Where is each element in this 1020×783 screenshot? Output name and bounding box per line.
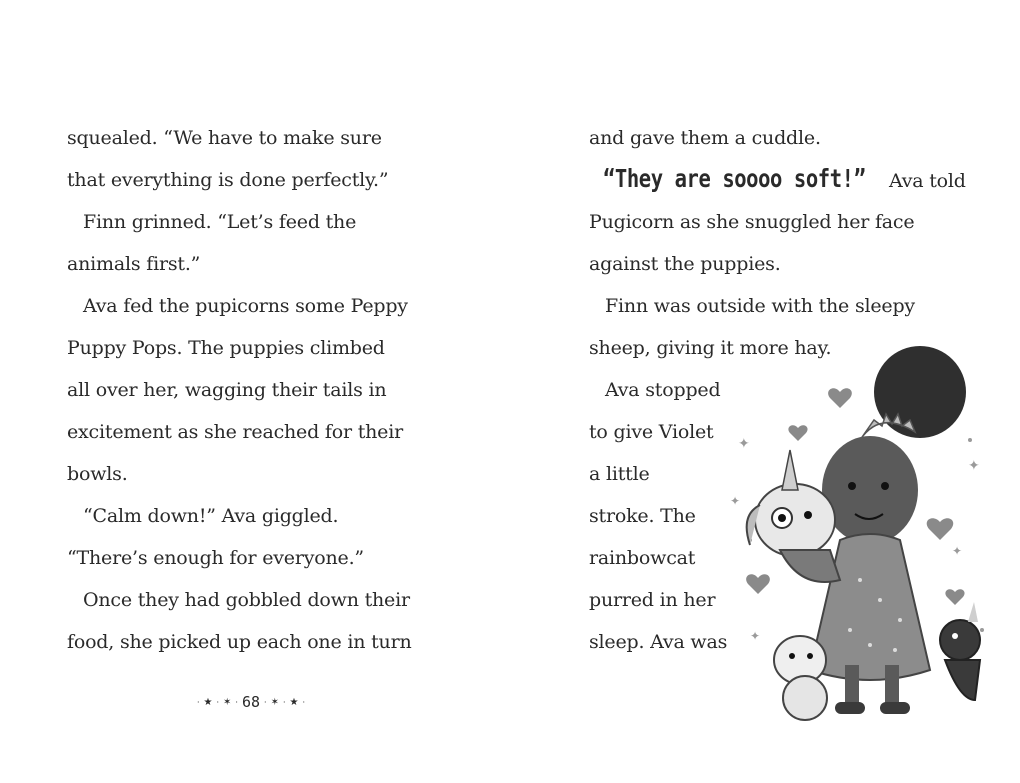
unicorn-horn-icon — [968, 602, 978, 622]
emphasized-dialogue: “They are soooo soft!” — [603, 164, 866, 193]
star-icon: ✦ — [968, 458, 980, 474]
girl-leg — [845, 665, 859, 705]
text-line: and gave them a cuddle. — [589, 127, 821, 149]
text-line: that everything is done perfectly.” — [67, 169, 389, 191]
text-line: against the puppies. — [589, 253, 781, 275]
text-line: squealed. “We have to make sure — [67, 127, 382, 149]
text-line: stroke. The — [589, 505, 696, 527]
black-puppy — [940, 620, 980, 660]
girl-leg — [885, 665, 899, 705]
girl-with-puppies-illustration — [720, 330, 1000, 730]
text-line: Finn grinned. “Let’s feed the — [83, 211, 357, 233]
star-icon: ✦ — [738, 436, 750, 452]
text-line: rainbowcat — [589, 547, 696, 569]
text-line: animals first.” — [67, 253, 201, 275]
text-line: to give Violet — [589, 421, 714, 443]
dot-ornament-icon: · — [216, 697, 220, 707]
girl-face — [822, 436, 918, 544]
shoe — [835, 702, 865, 714]
star-icon: ✦ — [952, 544, 963, 558]
text-line: excitement as she reached for their — [67, 421, 403, 443]
text-line: “There’s enough for everyone.” — [67, 547, 364, 569]
sparkle-dot — [968, 438, 972, 442]
text-line: food, she picked up each one in turn — [67, 631, 412, 653]
dot-ornament-icon: · — [282, 697, 286, 707]
heart-icon — [927, 518, 953, 540]
pupicorn-head — [755, 484, 835, 556]
dot-ornament-icon: · — [264, 697, 267, 707]
heart-icon — [788, 425, 807, 441]
text-line: Pugicorn as she snuggled her face — [589, 211, 915, 233]
hair-bun — [874, 346, 966, 438]
text-line-with-shout — [589, 164, 966, 196]
unicorn-horn-icon — [782, 450, 798, 490]
dot-ornament-icon: · — [196, 697, 200, 707]
star-ornament-icon: ★ — [289, 696, 299, 708]
dialogue-tag: Ava told — [883, 170, 966, 192]
sparkle-dot — [980, 628, 984, 632]
heart-icon — [945, 589, 964, 605]
star-icon: ✦ — [730, 494, 741, 508]
heart-icon — [828, 388, 852, 408]
text-line: bowls. — [67, 463, 128, 485]
heart-icon — [746, 574, 770, 594]
star-icon: ✦ — [750, 629, 761, 643]
star-ornament-icon: ✶ — [270, 696, 279, 708]
page-number-footer — [186, 690, 316, 714]
dot-ornament-icon: · — [235, 697, 238, 707]
text-line: all over her, wagging their tails in — [67, 379, 387, 401]
page-number: 68 — [241, 693, 261, 711]
pupicorn-body — [780, 550, 840, 582]
text-line: sheep, giving it more hay. — [589, 337, 832, 359]
text-line: Once they had gobbled down their — [83, 589, 410, 611]
text-line: Finn was outside with the sleepy — [605, 295, 915, 317]
text-line: Ava fed the pupicorns some Peppy — [83, 295, 408, 317]
star-ornament-icon: ★ — [203, 696, 213, 708]
text-line: a little — [589, 463, 650, 485]
shoe — [880, 702, 910, 714]
text-line: Puppy Pops. The puppies climbed — [67, 337, 385, 359]
star-ornament-icon: ✶ — [223, 696, 232, 708]
dot-ornament-icon: · — [302, 697, 306, 707]
text-line: Ava stopped — [605, 379, 721, 401]
text-line: purred in her — [589, 589, 716, 611]
text-line: “Calm down!” Ava giggled. — [83, 505, 339, 527]
text-line: sleep. Ava was — [589, 631, 728, 653]
